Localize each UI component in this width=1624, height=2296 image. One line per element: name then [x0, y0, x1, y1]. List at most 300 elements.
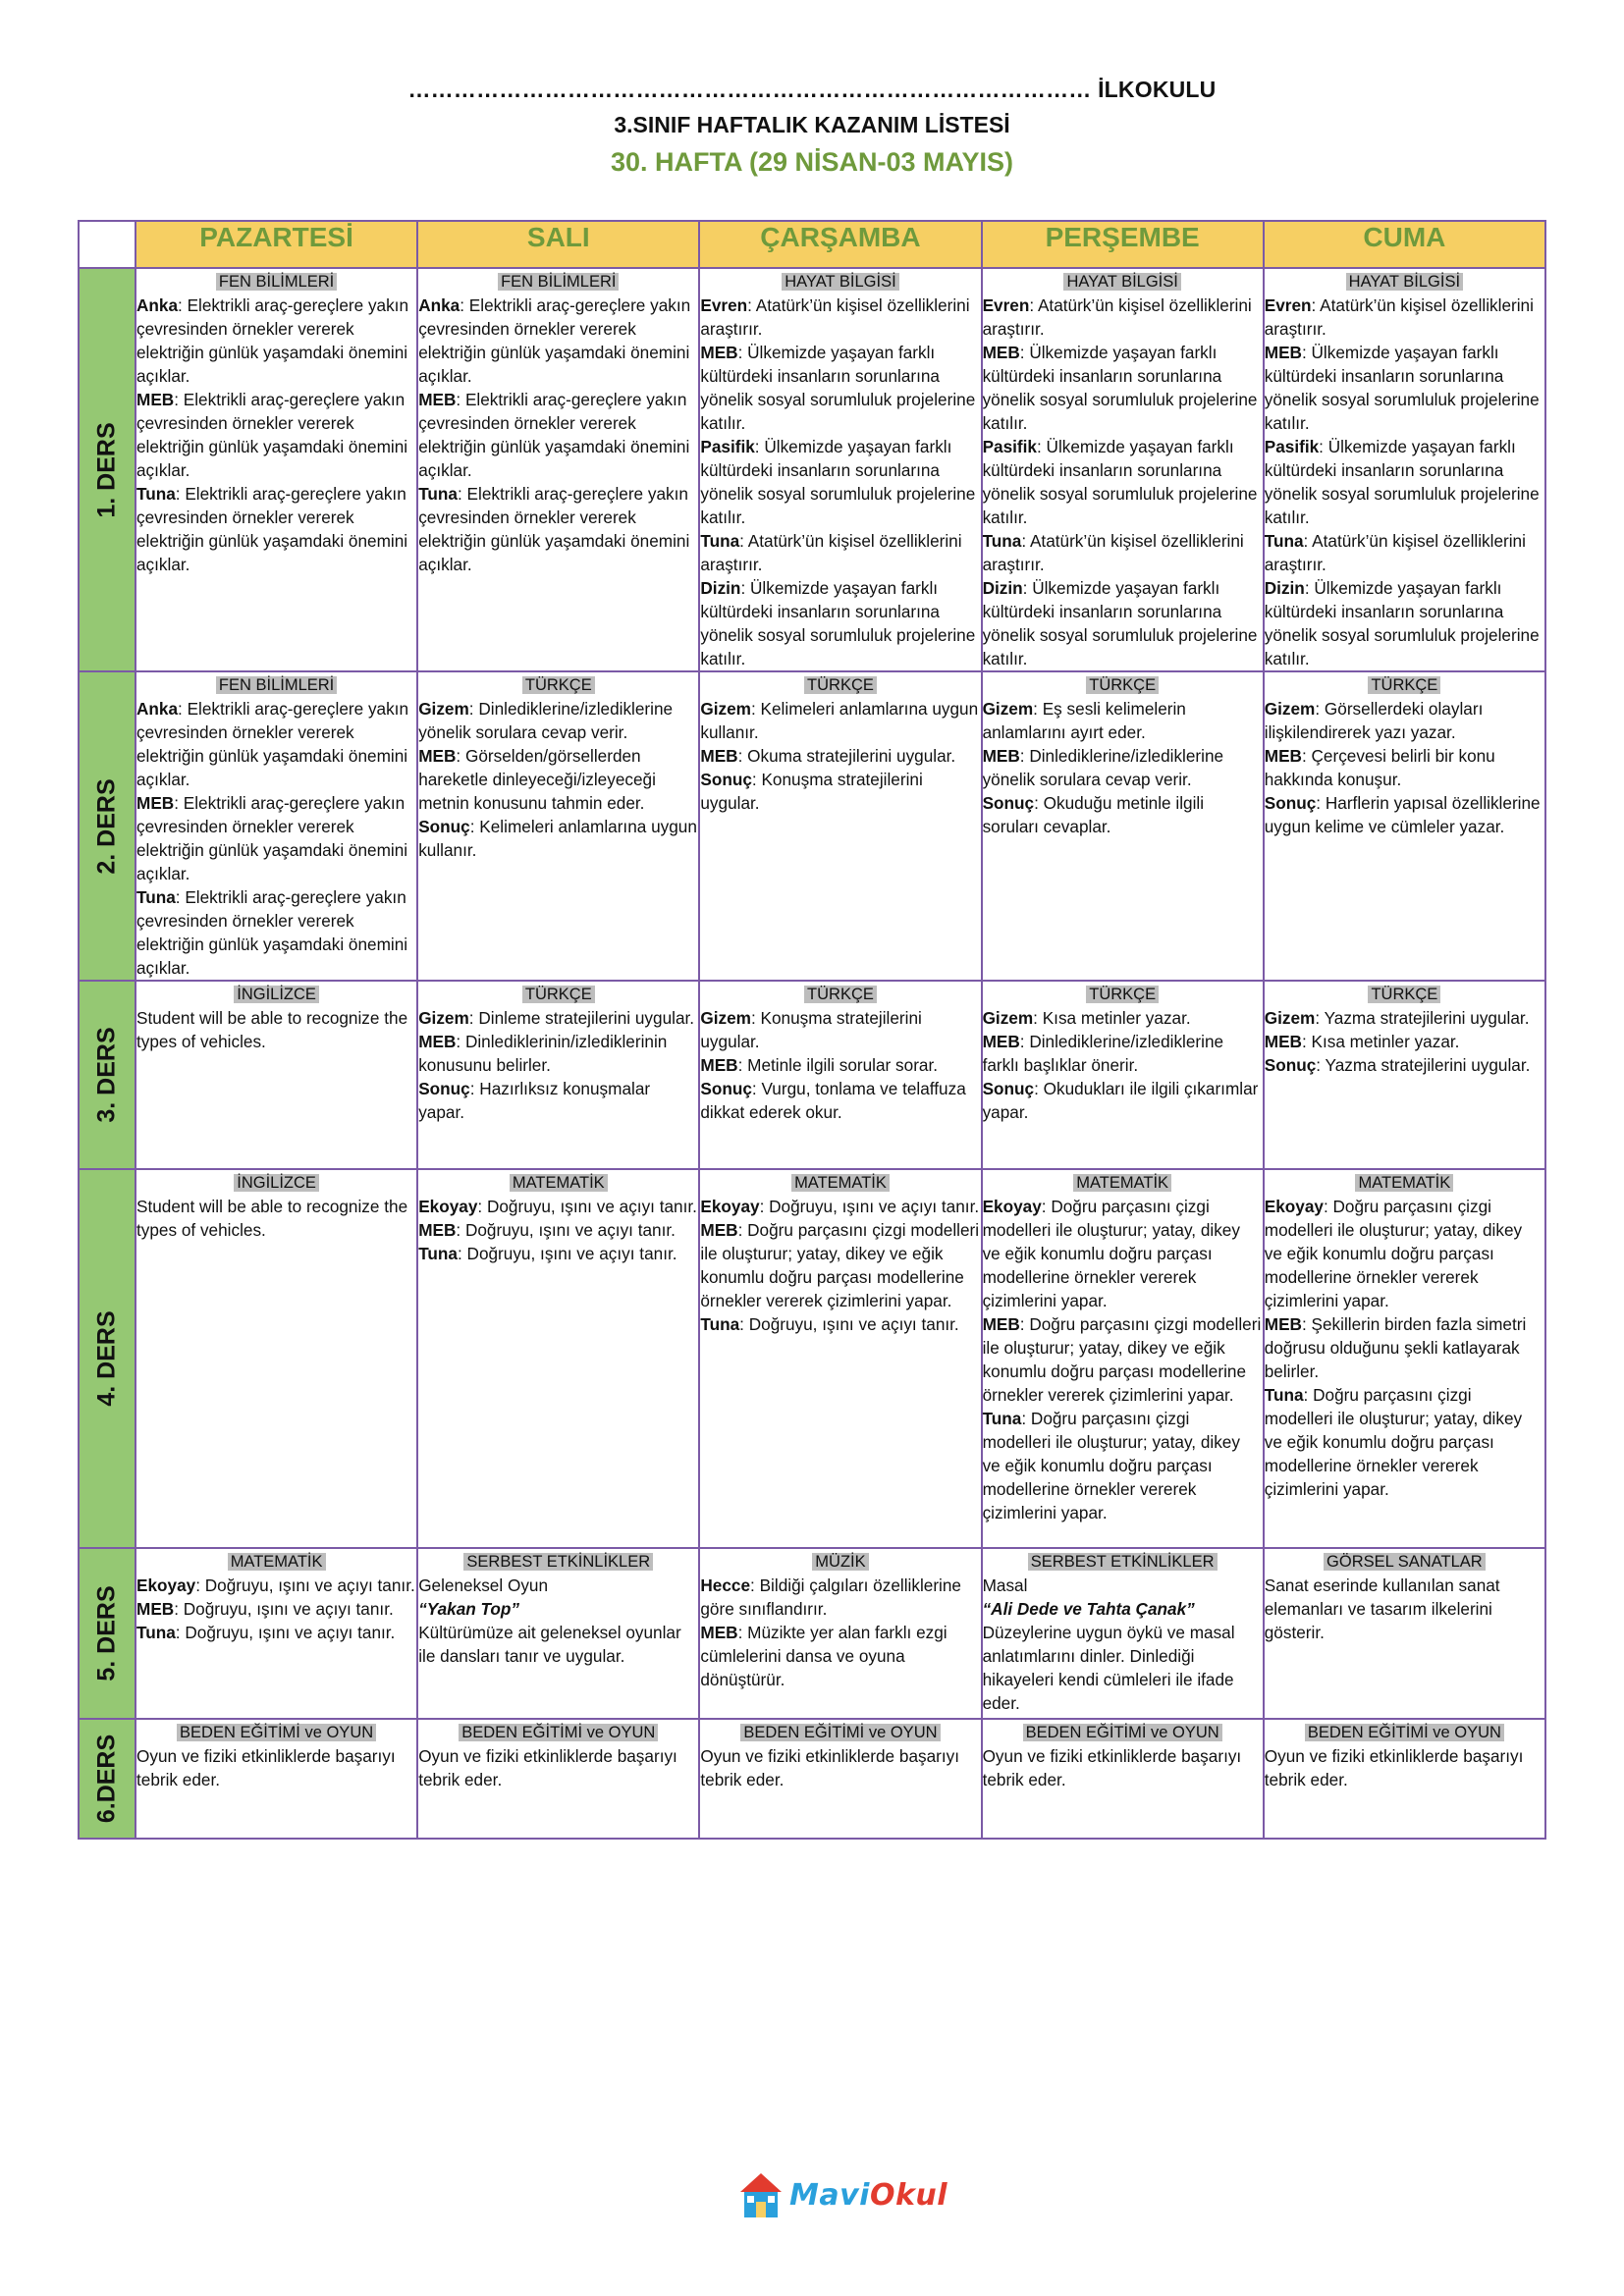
outcome-item	[136, 1744, 416, 1791]
source-label: Pasifik	[1264, 437, 1320, 456]
outcome-text: Okuma stratejilerini uygular.	[747, 746, 956, 766]
source-label: Pasifik	[982, 437, 1037, 456]
outcome-item: Gizem: Konuşma stratejilerini uygular.	[700, 1008, 922, 1051]
outcome-item	[1265, 1574, 1544, 1644]
outcome-text: Doğruyu, ışını ve açıyı tanır.	[486, 1197, 697, 1216]
outcome-text: Doğru parçasını çizgi modelleri ile oluşturur; yatay, dikey ve eğik konumlu doğru parçası modellerine örnekler vererek çizimlerini yapar.	[1264, 1385, 1523, 1499]
schedule-cell	[982, 671, 1264, 981]
source-label: Tuna	[136, 887, 176, 907]
source-label: Evren	[1264, 295, 1312, 315]
schedule-cell	[417, 1169, 699, 1548]
source-label: Tuna	[418, 484, 458, 504]
subject-label: TÜRKÇE	[1368, 986, 1440, 1003]
source-label: Ekoyay	[982, 1197, 1042, 1216]
lesson-label: 2. DERS	[92, 777, 121, 875]
subject-tag	[136, 1170, 416, 1195]
schedule-cell	[1264, 1719, 1545, 1839]
schedule-cell	[1264, 1169, 1545, 1548]
subject-tag	[983, 1170, 1263, 1195]
outcome-list	[418, 1006, 698, 1124]
schedule-cell	[699, 1548, 981, 1719]
outcome-item: Ekoyay: Doğru parçasını çizgi modelleri ile oluşturur; yatay, dikey ve eğik konumlu doğru parçası modellerine örnekler vererek çizimlerini yapar.	[982, 1197, 1240, 1310]
subject-label: TÜRKÇE	[522, 676, 595, 694]
outcome-text: Müzikte yer alan farklı ezgi cümlelerini dansa ve oyuna dönüştürür.	[700, 1623, 947, 1689]
outcome-text: Kısa metinler yazar.	[1042, 1008, 1191, 1028]
source-label: Evren	[700, 295, 748, 315]
subject-tag	[418, 982, 698, 1006]
lesson-row	[79, 1548, 1545, 1719]
lesson-label: 3. DERS	[92, 1027, 121, 1123]
subject-label: SERBEST ETKİNLİKLER	[1028, 1553, 1218, 1571]
schedule-cell	[699, 1169, 981, 1548]
lesson-row	[79, 981, 1545, 1169]
outcome-item: MEB: Doğruyu, ışını ve açıyı tanır.	[418, 1220, 676, 1240]
subject-label: GÖRSEL SANATLAR	[1324, 1553, 1486, 1571]
subject-label: MÜZİK	[812, 1553, 868, 1571]
outcome-item: Gizem: Görsellerdeki olayları ilişkilendirerek yazı yazar.	[1264, 699, 1484, 742]
lesson-label-cell	[79, 268, 135, 671]
source-label: Tuna	[136, 1623, 176, 1642]
outcome-item	[418, 1621, 698, 1668]
source-label: MEB	[1264, 1314, 1302, 1334]
day-header: PERŞEMBE	[982, 221, 1264, 268]
subject-tag	[418, 672, 698, 697]
lesson-row	[79, 671, 1545, 981]
outcome-text: Ülkemizde yaşayan farklı kültürdeki insanların sorunlarına yönelik sosyal sorumluluk projelerine katılır.	[1264, 578, 1540, 668]
outcome-text: Oyun ve fiziki etkinliklerde başarıyı tebrik eder.	[418, 1746, 677, 1789]
outcome-text: Dinlediklerine/izlediklerine yönelik sorulara cevap verir.	[982, 746, 1224, 789]
outcome-text: Geleneksel Oyun	[418, 1575, 549, 1595]
schedule-cell	[135, 268, 417, 671]
outcome-item: MEB: Elektrikli araç-gereçlere yakın çevresinden örnekler vererek elektriğin günlük yaşamdaki önemini açıklar.	[136, 390, 408, 480]
outcome-item: MEB: Kısa metinler yazar.	[1264, 1032, 1460, 1051]
source-label: Evren	[982, 295, 1030, 315]
outcome-text: Okudukları ile ilgili çıkarımlar yapar.	[982, 1079, 1259, 1122]
outcome-item	[418, 1574, 698, 1597]
outcome-text: Ülkemizde yaşayan farklı kültürdeki insanların sorunlarına yönelik sosyal sorumluluk projelerine katılır.	[982, 343, 1258, 433]
subject-label: TÜRKÇE	[804, 676, 877, 694]
outcome-text: Ülkemizde yaşayan farklı kültürdeki insanların sorunlarına yönelik sosyal sorumluluk projelerine katılır.	[1264, 437, 1540, 527]
subject-tag	[700, 982, 980, 1006]
outcome-list	[700, 697, 980, 815]
outcome-list	[700, 1574, 980, 1691]
lesson-label-cell	[79, 1169, 135, 1548]
source-label: MEB	[418, 1220, 457, 1240]
source-label: MEB	[700, 1055, 738, 1075]
outcome-item: Gizem: Yazma stratejilerini uygular.	[1264, 1008, 1530, 1028]
outcome-text: Doğru parçasını çizgi modelleri ile oluşturur; yatay, dikey ve eğik konumlu doğru parçası modellerine örnekler vererek çizimlerini yapar.	[982, 1409, 1240, 1522]
source-label: Sonuç	[700, 1079, 752, 1098]
subject-label: TÜRKÇE	[1368, 676, 1440, 694]
schedule-cell	[417, 1719, 699, 1839]
subject-tag	[1265, 1720, 1544, 1744]
lesson-row	[79, 1169, 1545, 1548]
lesson-label: 1. DERS	[92, 421, 121, 518]
outcome-item: MEB: Okuma stratejilerini uygular.	[700, 746, 956, 766]
subject-label: BEDEN EĞİTİMİ ve OYUN	[177, 1724, 376, 1741]
lesson-label-cell	[79, 1719, 135, 1839]
corner-cell	[79, 221, 135, 268]
outcome-item	[983, 1621, 1263, 1715]
subject-label: FEN BİLİMLERİ	[216, 676, 337, 694]
source-label: MEB	[1264, 746, 1302, 766]
outcome-item	[983, 1597, 1263, 1621]
outcome-text: Ülkemizde yaşayan farklı kültürdeki insanların sorunlarına yönelik sosyal sorumluluk projelerine katılır.	[700, 578, 976, 668]
outcome-list	[700, 294, 980, 670]
outcome-item: Evren: Atatürk’ün kişisel özelliklerini araştırır.	[700, 295, 970, 339]
subject-tag	[1265, 672, 1544, 697]
schedule-cell	[417, 671, 699, 981]
outcome-item: Tuna: Doğru parçasını çizgi modelleri ile oluşturur; yatay, dikey ve eğik konumlu doğru parçası modellerine örnekler vererek çizimlerini yapar.	[982, 1409, 1240, 1522]
schedule-cell	[699, 268, 981, 671]
source-label: MEB	[418, 746, 457, 766]
subject-label: FEN BİLİMLERİ	[498, 273, 619, 291]
subject-tag	[136, 269, 416, 294]
outcome-text: Ülkemizde yaşayan farklı kültürdeki insanların sorunlarına yönelik sosyal sorumluluk projelerine katılır.	[700, 437, 976, 527]
outcome-text: Doğru parçasını çizgi modelleri ile oluşturur; yatay, dikey ve eğik konumlu doğru parçası modellerine örnekler vererek çizimlerini yapar.	[700, 1220, 980, 1310]
schedule-cell	[982, 1719, 1264, 1839]
outcome-text: Vurgu, tonlama ve telaffuza dikkat ederek okur.	[700, 1079, 966, 1122]
outcome-item: MEB: Dinlediklerine/izlediklerine farklı başlıklar önerir.	[982, 1032, 1224, 1075]
outcome-item: Sonuç: Yazma stratejilerini uygular.	[1264, 1055, 1531, 1075]
outcome-list	[418, 1744, 698, 1791]
outcome-list	[700, 1744, 980, 1791]
outcome-item: Gizem: Dinleme stratejilerini uygular.	[418, 1008, 695, 1028]
subject-label: HAYAT BİLGİSİ	[1346, 273, 1463, 291]
outcome-text: Elektrikli araç-gereçlere yakın çevresinden örnekler vererek elektriğin günlük yaşamdaki önemini açıklar.	[136, 699, 409, 789]
schedule-cell	[135, 671, 417, 981]
outcome-item: MEB: Elektrikli araç-gereçlere yakın çevresinden örnekler vererek elektriğin günlük yaşamdaki önemini açıklar.	[418, 390, 690, 480]
source-label: Dizin	[1264, 578, 1305, 598]
subject-tag	[700, 269, 980, 294]
outcome-item: Ekoyay: Doğruyu, ışını ve açıyı tanır.	[418, 1197, 697, 1216]
source-label: MEB	[982, 1314, 1020, 1334]
mavi-okul-logo	[738, 2167, 947, 2222]
outcome-text: Doğru parçasını çizgi modelleri ile oluşturur; yatay, dikey ve eğik konumlu doğru parçası modellerine örnekler vererek çizimlerini yapar.	[982, 1314, 1262, 1405]
schedule-cell	[1264, 981, 1545, 1169]
source-label: MEB	[136, 793, 175, 813]
outcome-item: MEB: Ülkemizde yaşayan farklı kültürdeki insanların sorunlarına yönelik sosyal sorumluluk projelerine katılır.	[1264, 343, 1540, 433]
outcome-item	[136, 1006, 416, 1053]
subject-tag	[418, 1170, 698, 1195]
source-label: Tuna	[418, 1244, 458, 1263]
outcome-text: Masal	[982, 1575, 1028, 1595]
outcome-text: Elektrikli araç-gereçlere yakın çevresinden örnekler vererek elektriğin günlük yaşamdaki önemini açıklar.	[136, 887, 408, 978]
outcome-item: MEB: Dinlediklerinin/izlediklerinin konusunu belirler.	[418, 1032, 668, 1075]
outcome-item: Tuna: Atatürk’ün kişisel özelliklerini araştırır.	[1264, 531, 1526, 574]
outcome-list	[1265, 1195, 1544, 1501]
day-header: ÇARŞAMBA	[699, 221, 981, 268]
source-label: Sonuç	[982, 1079, 1035, 1098]
day-header: CUMA	[1264, 221, 1545, 268]
outcome-list	[983, 1195, 1263, 1524]
subject-tag	[700, 1170, 980, 1195]
lesson-label-cell	[79, 981, 135, 1169]
outcome-text: Atatürk’ün kişisel özelliklerini araştırır.	[982, 295, 1252, 339]
outcome-text: Şekillerin birden fazla simetri doğrusu olduğunu şekli katlayarak belirler.	[1264, 1314, 1527, 1381]
outcome-item: Pasifik: Ülkemizde yaşayan farklı kültürdeki insanların sorunlarına yönelik sosyal sorumluluk projelerine katılır.	[1264, 437, 1540, 527]
source-label: MEB	[418, 1032, 457, 1051]
schedule-cell	[1264, 1548, 1545, 1719]
subject-tag	[983, 269, 1263, 294]
outcome-item: MEB: Doğru parçasını çizgi modelleri ile oluşturur; yatay, dikey ve eğik konumlu doğru parçası modellerine örnekler vererek çizimlerini yapar.	[982, 1314, 1262, 1405]
subject-tag	[700, 672, 980, 697]
outcome-list	[983, 294, 1263, 670]
outcome-text: Görsellerdeki olayları ilişkilendirerek yazı yazar.	[1264, 699, 1484, 742]
source-label: MEB	[1264, 1032, 1302, 1051]
subject-label: MATEMATİK	[510, 1174, 608, 1192]
schedule-cell	[1264, 671, 1545, 981]
outcome-item: Anka: Elektrikli araç-gereçlere yakın çevresinden örnekler vererek elektriğin günlük yaşamdaki önemini açıklar.	[136, 699, 409, 789]
logo-text-part2: Okul	[869, 2177, 948, 2213]
outcome-text: Ülkemizde yaşayan farklı kültürdeki insanların sorunlarına yönelik sosyal sorumluluk projelerine katılır.	[1264, 343, 1540, 433]
source-label: MEB	[700, 1220, 738, 1240]
schedule-cell	[135, 981, 417, 1169]
outcome-item: Evren: Atatürk’ün kişisel özelliklerini araştırır.	[1264, 295, 1534, 339]
outcome-text: Atatürk’ün kişisel özelliklerini araştırır.	[700, 531, 962, 574]
outcome-item: Sonuç: Hazırlıksız konuşmalar yapar.	[418, 1079, 651, 1122]
outcome-list	[136, 1574, 416, 1644]
outcome-text: Student will be able to recognize the types of vehicles.	[136, 1008, 408, 1051]
outcome-item: Gizem: Kısa metinler yazar.	[982, 1008, 1191, 1028]
outcome-text: Oyun ve fiziki etkinliklerde başarıyı tebrik eder.	[982, 1746, 1242, 1789]
source-label: Gizem	[1264, 1008, 1316, 1028]
schedule-cell	[417, 1548, 699, 1719]
outcome-list	[983, 1574, 1263, 1715]
subject-tag	[1265, 269, 1544, 294]
outcome-list	[983, 1744, 1263, 1791]
outcome-item: MEB: Müzikte yer alan farklı ezgi cümlelerini dansa ve oyuna dönüştürür.	[700, 1623, 947, 1689]
subject-label: BEDEN EĞİTİMİ ve OYUN	[740, 1724, 940, 1741]
outcome-text: Dinlediklerine/izlediklerine farklı başlıklar önerir.	[982, 1032, 1224, 1075]
outcome-text: Doğru parçasını çizgi modelleri ile oluşturur; yatay, dikey ve eğik konumlu doğru parçası modellerine örnekler vererek çizimlerini yapar.	[982, 1197, 1240, 1310]
subject-tag	[136, 982, 416, 1006]
source-label: Gizem	[700, 699, 751, 719]
outcome-text: Yazma stratejilerini uygular.	[1325, 1055, 1531, 1075]
house-icon	[738, 2170, 784, 2219]
schedule-cell	[417, 268, 699, 671]
outcome-item: Tuna: Doğru parçasını çizgi modelleri ile oluşturur; yatay, dikey ve eğik konumlu doğru parçası modellerine örnekler vererek çizimlerini yapar.	[1264, 1385, 1523, 1499]
outcome-item: Tuna: Doğruyu, ışını ve açıyı tanır.	[136, 1623, 396, 1642]
source-label: Anka	[418, 295, 460, 315]
outcome-text: Kültürümüze ait geleneksel oyunlar ile dansları tanır ve uygular.	[418, 1623, 681, 1666]
outcome-text: Doğruyu, ışını ve açıyı tanır.	[464, 1220, 676, 1240]
source-label: Tuna	[1264, 531, 1304, 551]
source-label: Tuna	[700, 1314, 740, 1334]
outcome-text: Kelimeleri anlamlarına uygun kullanır.	[700, 699, 979, 742]
outcome-item: MEB: Şekillerin birden fazla simetri doğrusu olduğunu şekli katlayarak belirler.	[1264, 1314, 1527, 1381]
subject-tag	[700, 1549, 980, 1574]
subject-label: TÜRKÇE	[522, 986, 595, 1003]
source-label: Tuna	[1264, 1385, 1304, 1405]
source-label: Anka	[136, 295, 179, 315]
subject-label: BEDEN EĞİTİMİ ve OYUN	[1305, 1724, 1504, 1741]
schedule-cell	[699, 1719, 981, 1839]
outcome-item: Sonuç: Vurgu, tonlama ve telaffuza dikkat ederek okur.	[700, 1079, 966, 1122]
schedule-cell	[982, 981, 1264, 1169]
outcome-text: Doğru parçasını çizgi modelleri ile oluşturur; yatay, dikey ve eğik konumlu doğru parçası modellerine örnekler vererek çizimlerini yapar.	[1264, 1197, 1523, 1310]
subject-label: İNGİLİZCE	[234, 986, 319, 1003]
outcome-text: Elektrikli araç-gereçlere yakın çevresinden örnekler vererek elektriğin günlük yaşamdaki önemini açıklar.	[418, 390, 690, 480]
subject-tag	[1265, 982, 1544, 1006]
school-title: ……………………………………………………………………………… İLKOKULU	[407, 77, 1217, 102]
outcome-item: Sonuç: Harflerin yapısal özelliklerine uygun kelime ve cümleler yazar.	[1264, 793, 1541, 836]
outcome-text: Çerçevesi belirli bir konu hakkında konuşur.	[1264, 746, 1495, 789]
outcome-list	[1265, 1006, 1544, 1077]
source-label: Anka	[136, 699, 179, 719]
outcome-text: Atatürk’ün kişisel özelliklerini araştırır.	[1264, 295, 1534, 339]
outcome-item: Ekoyay: Doğruyu, ışını ve açıyı tanır.	[136, 1575, 415, 1595]
outcome-text: Elektrikli araç-gereçlere yakın çevresinden örnekler vererek elektriğin günlük yaşamdaki önemini açıklar.	[136, 390, 408, 480]
outcome-item	[136, 1195, 416, 1242]
outcome-item: Dizin: Ülkemizde yaşayan farklı kültürdeki insanların sorunlarına yönelik sosyal sorumluluk projelerine katılır.	[1264, 578, 1540, 668]
outcome-item: Ekoyay: Doğru parçasını çizgi modelleri ile oluşturur; yatay, dikey ve eğik konumlu doğru parçası modellerine örnekler vererek çizimlerini yapar.	[1264, 1197, 1523, 1310]
subject-label: FEN BİLİMLERİ	[216, 273, 337, 291]
outcome-item: MEB: Doğru parçasını çizgi modelleri ile oluşturur; yatay, dikey ve eğik konumlu doğru parçası modellerine örnekler vererek çizimlerini yapar.	[700, 1220, 980, 1310]
outcome-item: MEB: Dinlediklerine/izlediklerine yönelik sorulara cevap verir.	[982, 746, 1224, 789]
outcome-list	[418, 1195, 698, 1265]
source-label: Pasifik	[700, 437, 755, 456]
activity-title: “Ali Dede ve Tahta Çanak”	[982, 1599, 1195, 1619]
source-label: Dizin	[982, 578, 1023, 598]
source-label: Tuna	[700, 531, 740, 551]
outcome-item: Gizem: Kelimeleri anlamlarına uygun kullanır.	[700, 699, 979, 742]
source-label: Gizem	[982, 1008, 1034, 1028]
outcome-item: Tuna: Atatürk’ün kişisel özelliklerini araştırır.	[700, 531, 962, 574]
lesson-label-cell	[79, 1548, 135, 1719]
outcome-item: MEB: Ülkemizde yaşayan farklı kültürdeki insanların sorunlarına yönelik sosyal sorumluluk projelerine katılır.	[982, 343, 1258, 433]
lesson-label: 4. DERS	[92, 1310, 121, 1407]
outcome-item: MEB: Çerçevesi belirli bir konu hakkında konuşur.	[1264, 746, 1495, 789]
lesson-label: 6.DERS	[92, 1734, 121, 1824]
subject-tag	[136, 1549, 416, 1574]
schedule-cell	[135, 1548, 417, 1719]
outcome-text: Hazırlıksız konuşmalar yapar.	[418, 1079, 651, 1122]
subject-label: MATEMATİK	[791, 1174, 890, 1192]
outcome-item: Anka: Elektrikli araç-gereçlere yakın çevresinden örnekler vererek elektriğin günlük yaşamdaki önemini açıklar.	[136, 295, 409, 386]
outcome-item: Sonuç: Okuduğu metinle ilgili soruları cevaplar.	[982, 793, 1205, 836]
schedule-cell	[417, 981, 699, 1169]
outcome-text: Konuşma stratejilerini uygular.	[700, 770, 923, 813]
lesson-label-cell	[79, 671, 135, 981]
outcome-text: Görselden/görsellerden hareketle dinleyeceği/izleyeceği metnin konusunu tahmin eder.	[418, 746, 656, 813]
outcome-text: Ülkemizde yaşayan farklı kültürdeki insanların sorunlarına yönelik sosyal sorumluluk projelerine katılır.	[700, 343, 976, 433]
outcome-item: Gizem: Dinlediklerine/izlediklerine yönelik sorulara cevap verir.	[418, 699, 674, 742]
subject-tag	[983, 982, 1263, 1006]
outcome-list	[136, 1744, 416, 1791]
source-label: Hecce	[700, 1575, 751, 1595]
outcome-item: Tuna: Atatürk’ün kişisel özelliklerini araştırır.	[982, 531, 1244, 574]
outcome-text: Doğruyu, ışını ve açıyı tanır.	[204, 1575, 415, 1595]
subject-label: HAYAT BİLGİSİ	[1063, 273, 1180, 291]
subject-label: TÜRKÇE	[1086, 676, 1159, 694]
outcome-list	[1265, 1574, 1544, 1644]
source-label: MEB	[982, 1032, 1020, 1051]
subject-tag	[700, 1720, 980, 1744]
subject-label: BEDEN EĞİTİMİ ve OYUN	[459, 1724, 658, 1741]
source-label: Dizin	[700, 578, 741, 598]
outcome-item: Gizem: Eş sesli kelimelerin anlamlarını ayırt eder.	[982, 699, 1186, 742]
outcome-text: Elektrikli araç-gereçlere yakın çevresinden örnekler vererek elektriğin günlük yaşamdaki önemini açıklar.	[136, 484, 408, 574]
outcome-text: Düzeylerine uygun öykü ve masal anlatımlarını dinler. Dinlediği hikayeleri kendi cümleleri ile ifade eder.	[982, 1623, 1235, 1713]
schedule-body	[79, 268, 1545, 1839]
schedule-cell	[982, 1169, 1264, 1548]
subject-label: TÜRKÇE	[1086, 986, 1159, 1003]
subject-tag	[418, 269, 698, 294]
outcome-text: Sanat eserinde kullanılan sanat elemanları ve tasarım ilkelerini gösterir.	[1264, 1575, 1500, 1642]
outcome-list	[136, 1006, 416, 1053]
outcome-text: Doğruyu, ışını ve açıyı tanır.	[466, 1244, 677, 1263]
source-label: Sonuç	[700, 770, 752, 789]
outcome-list	[983, 1006, 1263, 1124]
outcome-item: Hecce: Bildiği çalgıları özelliklerine göre sınıflandırır.	[700, 1575, 961, 1619]
outcome-item	[418, 1744, 698, 1791]
outcome-item: Pasifik: Ülkemizde yaşayan farklı kültürdeki insanların sorunlarına yönelik sosyal sorumluluk projelerine katılır.	[700, 437, 976, 527]
outcome-text: Doğruyu, ışını ve açıyı tanır.	[769, 1197, 980, 1216]
outcome-list	[983, 697, 1263, 838]
outcome-text: Elektrikli araç-gereçlere yakın çevresinden örnekler vererek elektriğin günlük yaşamdaki önemini açıklar.	[136, 295, 409, 386]
source-label: Ekoyay	[700, 1197, 760, 1216]
lesson-row	[79, 268, 1545, 671]
outcome-item: Ekoyay: Doğruyu, ışını ve açıyı tanır.	[700, 1197, 980, 1216]
outcome-text: Atatürk’ün kişisel özelliklerini araştırır.	[982, 531, 1244, 574]
subject-label: SERBEST ETKİNLİKLER	[463, 1553, 653, 1571]
outcome-item: Dizin: Ülkemizde yaşayan farklı kültürdeki insanların sorunlarına yönelik sosyal sorumluluk projelerine katılır.	[700, 578, 976, 668]
outcome-text: Ülkemizde yaşayan farklı kültürdeki insanların sorunlarına yönelik sosyal sorumluluk projelerine katılır.	[982, 578, 1258, 668]
subject-tag	[418, 1720, 698, 1744]
source-label: Sonuç	[418, 1079, 470, 1098]
source-label: MEB	[136, 390, 175, 409]
outcome-text: Dinleme stratejilerini uygular.	[478, 1008, 695, 1028]
subject-label: MATEMATİK	[1355, 1174, 1453, 1192]
outcome-list	[136, 294, 416, 576]
outcome-item: Pasifik: Ülkemizde yaşayan farklı kültürdeki insanların sorunlarına yönelik sosyal sorumluluk projelerine katılır.	[982, 437, 1258, 527]
outcome-text: Kelimeleri anlamlarına uygun kullanır.	[418, 817, 697, 860]
source-label: Gizem	[700, 1008, 751, 1028]
outcome-text: Elektrikli araç-gereçlere yakın çevresinden örnekler vererek elektriğin günlük yaşamdaki önemini açıklar.	[418, 484, 690, 574]
outcome-text: Oyun ve fiziki etkinliklerde başarıyı tebrik eder.	[700, 1746, 960, 1789]
subject-tag	[1265, 1170, 1544, 1195]
schedule-cell	[982, 268, 1264, 671]
outcome-text: Atatürk’ün kişisel özelliklerini araştırır.	[1264, 531, 1526, 574]
outcome-item: Tuna: Elektrikli araç-gereçlere yakın çevresinden örnekler vererek elektriğin günlük yaşamdaki önemini açıklar.	[136, 887, 408, 978]
subject-tag	[136, 1720, 416, 1744]
source-label: MEB	[1264, 343, 1302, 362]
schedule-cell	[135, 1169, 417, 1548]
source-label: MEB	[418, 390, 457, 409]
subject-tag	[983, 1720, 1263, 1744]
schedule-cell	[1264, 268, 1545, 671]
source-label: Tuna	[136, 484, 176, 504]
outcome-text: Doğruyu, ışını ve açıyı tanır.	[185, 1623, 396, 1642]
source-label: MEB	[982, 343, 1020, 362]
source-label: Sonuç	[1264, 793, 1317, 813]
source-label: Gizem	[418, 1008, 469, 1028]
outcome-item: Tuna: Elektrikli araç-gereçlere yakın çevresinden örnekler vererek elektriğin günlük yaşamdaki önemini açıklar.	[418, 484, 690, 574]
outcome-text: Oyun ve fiziki etkinliklerde başarıyı tebrik eder.	[1264, 1746, 1524, 1789]
outcome-text: Doğruyu, ışını ve açıyı tanır.	[183, 1599, 394, 1619]
source-label: Gizem	[1264, 699, 1316, 719]
subject-tag	[418, 1549, 698, 1574]
outcome-list	[136, 1195, 416, 1242]
subject-label: HAYAT BİLGİSİ	[782, 273, 898, 291]
outcome-item: Sonuç: Okudukları ile ilgili çıkarımlar yapar.	[982, 1079, 1259, 1122]
outcome-list	[700, 1006, 980, 1124]
list-title: 3.SINIF HAFTALIK KAZANIM LİSTESİ	[614, 112, 1010, 137]
subject-label: MATEMATİK	[228, 1553, 326, 1571]
outcome-item: MEB: Görselden/görsellerden hareketle dinleyeceği/izleyeceği metnin konusunu tahmin eder.	[418, 746, 656, 813]
outcome-text: Okuduğu metinle ilgili soruları cevaplar.	[982, 793, 1205, 836]
